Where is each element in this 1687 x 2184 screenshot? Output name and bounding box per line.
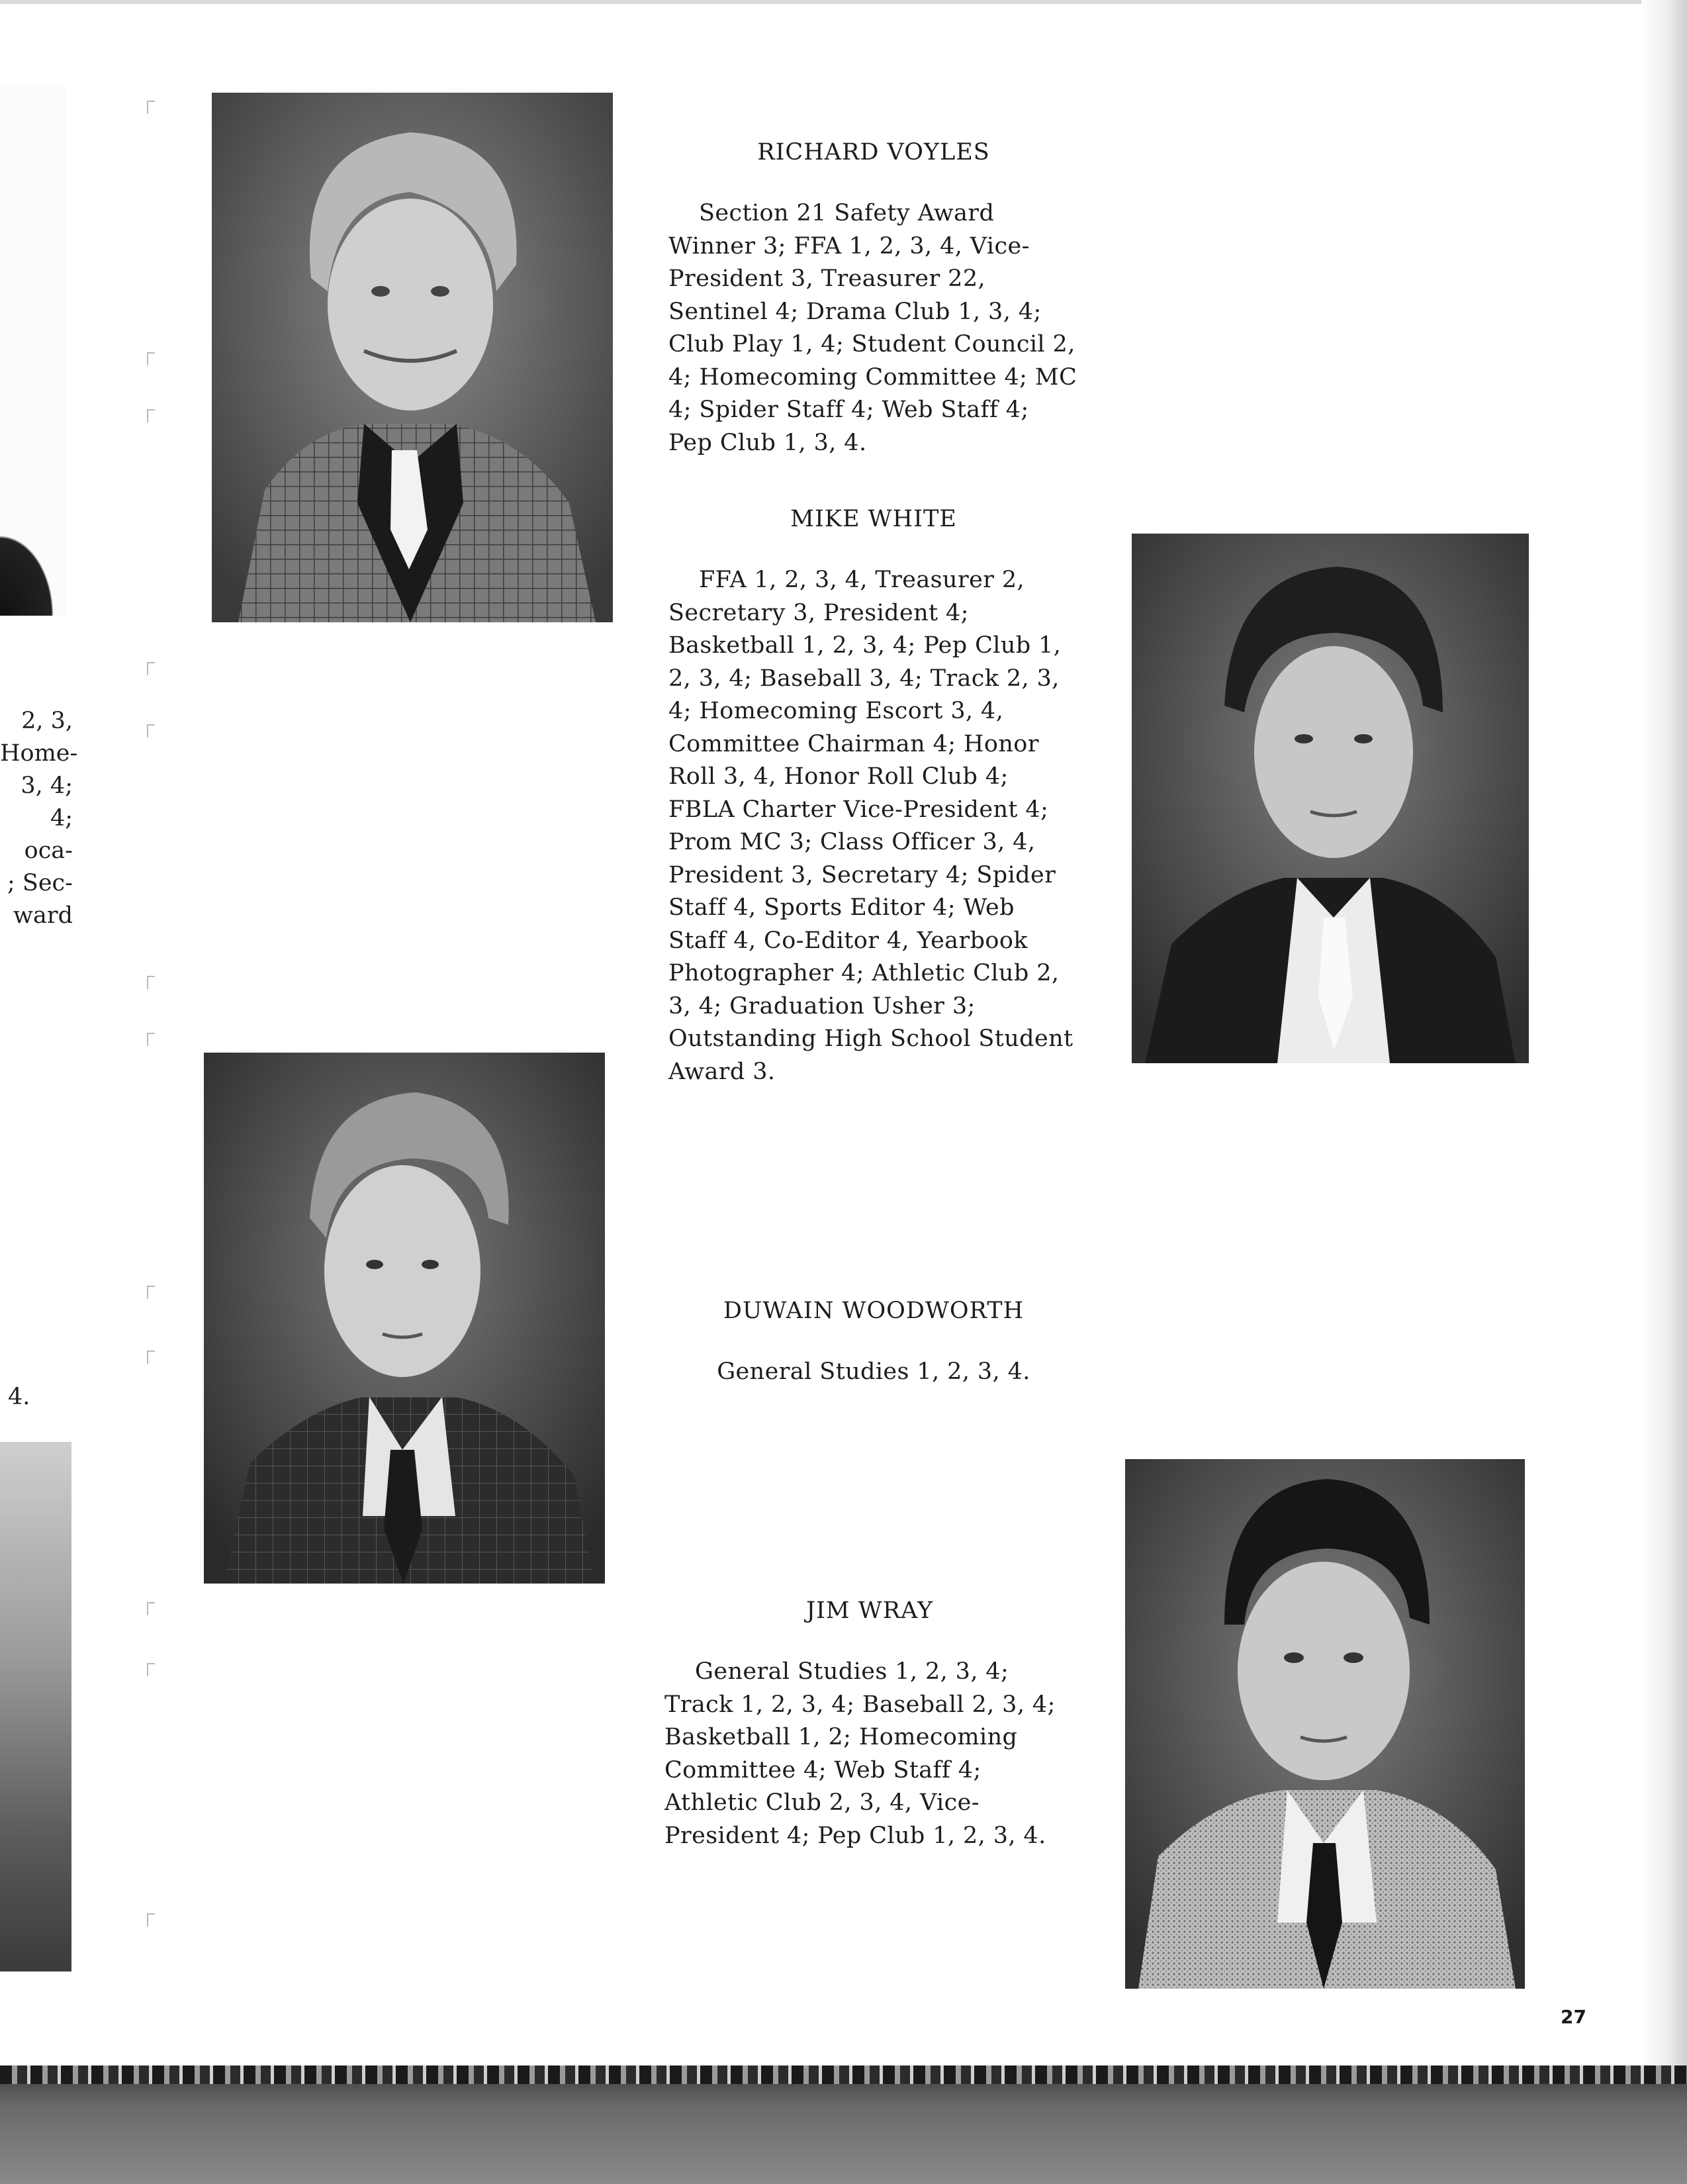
student-bio-mike-white — [668, 506, 1079, 1088]
page-edge-shadow — [1641, 0, 1687, 2184]
student-activities: FFA 1, 2, 3, 4, Treasurer 2, Secretary 3, President 4; Basketball 1, 2, 3, 4; Pep Club 1, 2, 3, 4; Baseball 3, 4; Track 2, 3, 4; Homecoming Escort 3, 4, Committee Chairman 4; Honor Roll 3, 4, Honor Roll Club 4; FBLA Charter Vice-President 4; Prom MC 3; Class Officer 3, 4, President 3, Secretary 4; Spider Staff 4, Sports Editor 4; Web Staff 4, Co-Editor 4, Yearbook Photographer 4; Athletic Club 2, 3, 4; Graduation Usher 3; Outstanding High School Student Award 3. — [668, 567, 1073, 1085]
left-partial-text-trailing: 4. — [8, 1384, 30, 1410]
student-bio-duwain-woodworth — [668, 1298, 1079, 1389]
left-partial-photo-top — [0, 86, 66, 616]
binding-mark — [147, 352, 155, 365]
page-number: 27 — [1561, 2006, 1586, 2028]
binding-mark — [147, 1351, 155, 1364]
student-activities: General Studies 1, 2, 3, 4; Track 1, 2, 3, 4; Baseball 2, 3, 4; Basketball 1, 2; Homecoming Committee 4; Web Staff 4; Athletic Club 2, 3, 4, Vice-President 4; Pep Club 1, 2, 3, 4. — [664, 1658, 1056, 1849]
binding-mark — [147, 1033, 155, 1046]
left-partial-photo-bottom — [0, 1442, 71, 1971]
binding-mark — [147, 976, 155, 989]
binding-mark — [147, 1663, 155, 1676]
binding-mark — [147, 1602, 155, 1615]
student-bio-richard-voyles — [668, 139, 1079, 459]
student-name: DUWAIN WOODWORTH — [723, 1298, 1025, 1324]
binding-mark — [147, 724, 155, 737]
student-name: MIKE WHITE — [790, 506, 957, 532]
binding-mark — [147, 662, 155, 675]
binding-mark — [147, 409, 155, 422]
portrait-photo-richard-voyles — [212, 93, 613, 622]
student-name: RICHARD VOYLES — [757, 139, 990, 166]
left-page-fragment — [0, 79, 78, 1986]
student-bio-jim-wray — [664, 1597, 1075, 1852]
binding-mark — [147, 101, 155, 114]
portrait-photo-duwain-woodworth — [204, 1053, 605, 1584]
page-top-edge — [0, 0, 1687, 4]
binding-mark — [147, 1913, 155, 1926]
scan-bottom-edge — [0, 2065, 1687, 2184]
portrait-photo-jim-wray — [1125, 1459, 1525, 1989]
student-activities: General Studies 1, 2, 3, 4. — [717, 1358, 1030, 1385]
portrait-photo-mike-white — [1132, 534, 1529, 1063]
student-name: JIM WRAY — [805, 1597, 934, 1624]
binding-mark — [147, 1286, 155, 1299]
student-activities: Section 21 Safety Award Winner 3; FFA 1, 2, 3, 4, Vice-President 3, Treasurer 22, Sentinel 4; Drama Club 1, 3, 4; Club Play 1, 4; Student Council 2, 4; Homecoming Committee 4; MC 4; Spider Staff 4; Web Staff 4; Pep Club 1, 3, 4. — [668, 200, 1077, 456]
left-partial-text: 2, 3, Home- 3, 4; 4; oca- ; Sec- ward — [0, 708, 78, 929]
